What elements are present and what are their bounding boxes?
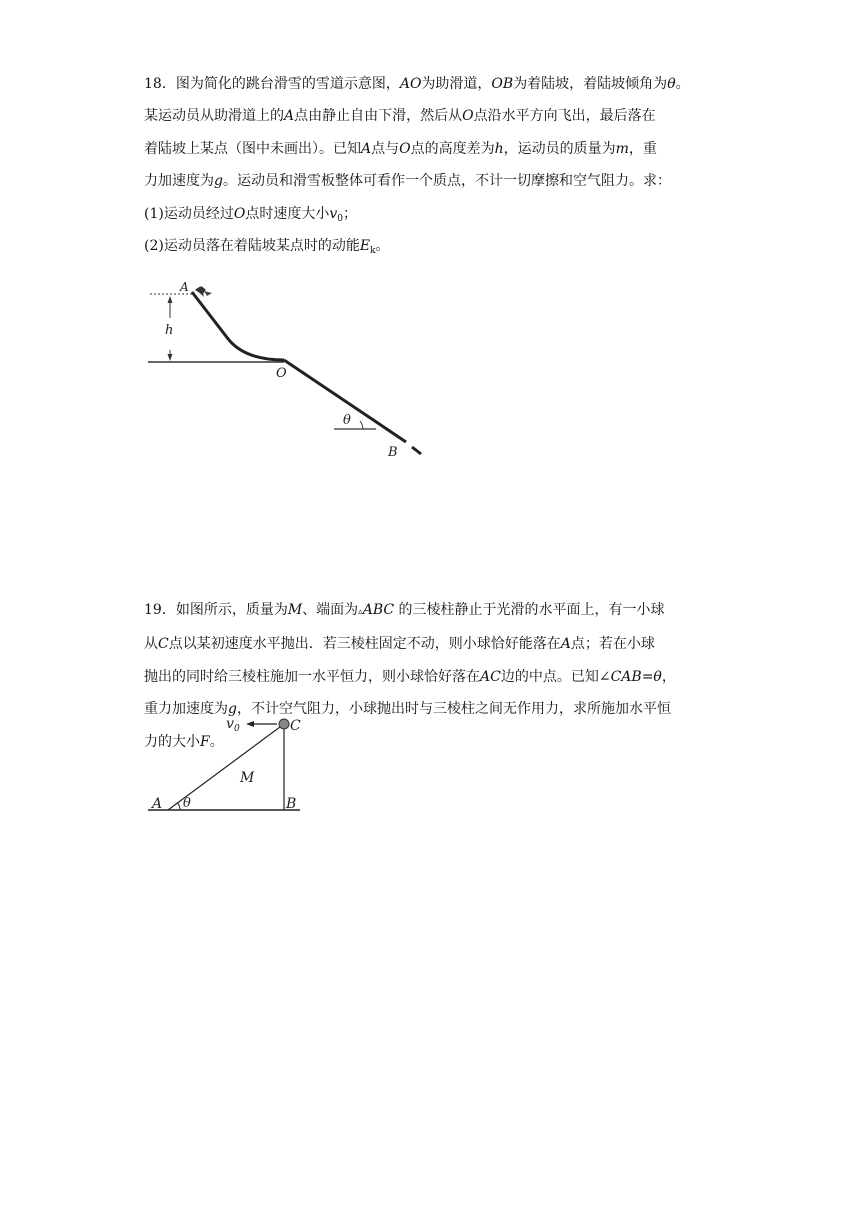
ski-jump-diagram	[144, 278, 434, 464]
inrun-slope-AO	[192, 292, 284, 360]
prism-diagram	[144, 712, 314, 814]
label-A: A	[152, 796, 163, 812]
angle-arc	[360, 421, 363, 429]
p19-line-3: 抛出的同时给三棱柱施加一水平恒力，则小球恰好落在AC边的中点。已知∠CAB=θ，	[144, 668, 676, 685]
label-v-subscript: 0	[234, 724, 240, 734]
p18-question-1: (1)运动员经过O点时速度大小$v_0$；	[144, 205, 357, 224]
label-A: A	[180, 280, 189, 294]
slope-extension-dash	[412, 447, 421, 454]
height-arrow-upper-head	[168, 296, 173, 303]
landing-slope-OB	[284, 360, 406, 442]
p18-line-1: 18．图为简化的跳台滑雪的雪道示意图，AO为助滑道，OB为着陆坡，着陆坡倾角为θ。	[144, 76, 690, 92]
label-theta: θ	[343, 413, 351, 428]
p18-line-4: 力加速度为g。运动员和滑雪板整体可看作一个质点，不计一切摩擦和空气阻力。求：	[144, 173, 671, 190]
p19-line-1: 19．如图所示，质量为M、端面为▵ABC 的三棱柱静止于光滑的水平面上，有一小球	[144, 602, 665, 618]
problem-number: 19．	[144, 602, 176, 618]
problem-18	[144, 68, 724, 262]
problem-number: 18．	[144, 76, 176, 92]
ball-icon	[279, 719, 289, 729]
label-B: B	[388, 445, 398, 460]
p18-question-2: (2)运动员落在着陆坡某点时的动能$E_k$。	[144, 238, 390, 257]
height-arrow-lower-head	[168, 354, 173, 361]
label-v: v	[226, 716, 234, 732]
label-O: O	[276, 366, 287, 381]
p19-line-5: 力的大小F。	[144, 733, 224, 750]
skier-icon	[195, 286, 212, 297]
p19-line-4: 重力加速度为g，不计空气阻力，小球抛出时与三棱柱之间无作用力，求所施加水平恒	[144, 701, 671, 718]
label-M: M	[240, 770, 255, 786]
label-h: h	[165, 323, 174, 338]
label-theta: θ	[183, 796, 191, 811]
p18-line-2: 某运动员从助滑道上的A点由静止自由下滑，然后从O点沿水平方向飞出，最后落在	[144, 108, 656, 125]
p18-line-3: 着陆坡上某点（图中未画出）。已知A点与O点的高度差为h，运动员的质量为m，重	[144, 140, 657, 157]
label-C: C	[290, 718, 301, 734]
p19-line-2: 从C点以某初速度水平抛出．若三棱柱固定不动，则小球恰好能落在A点；若在小球	[144, 636, 655, 653]
angle-arc	[178, 803, 180, 810]
label-B: B	[286, 796, 297, 812]
velocity-arrow-head	[246, 721, 254, 727]
